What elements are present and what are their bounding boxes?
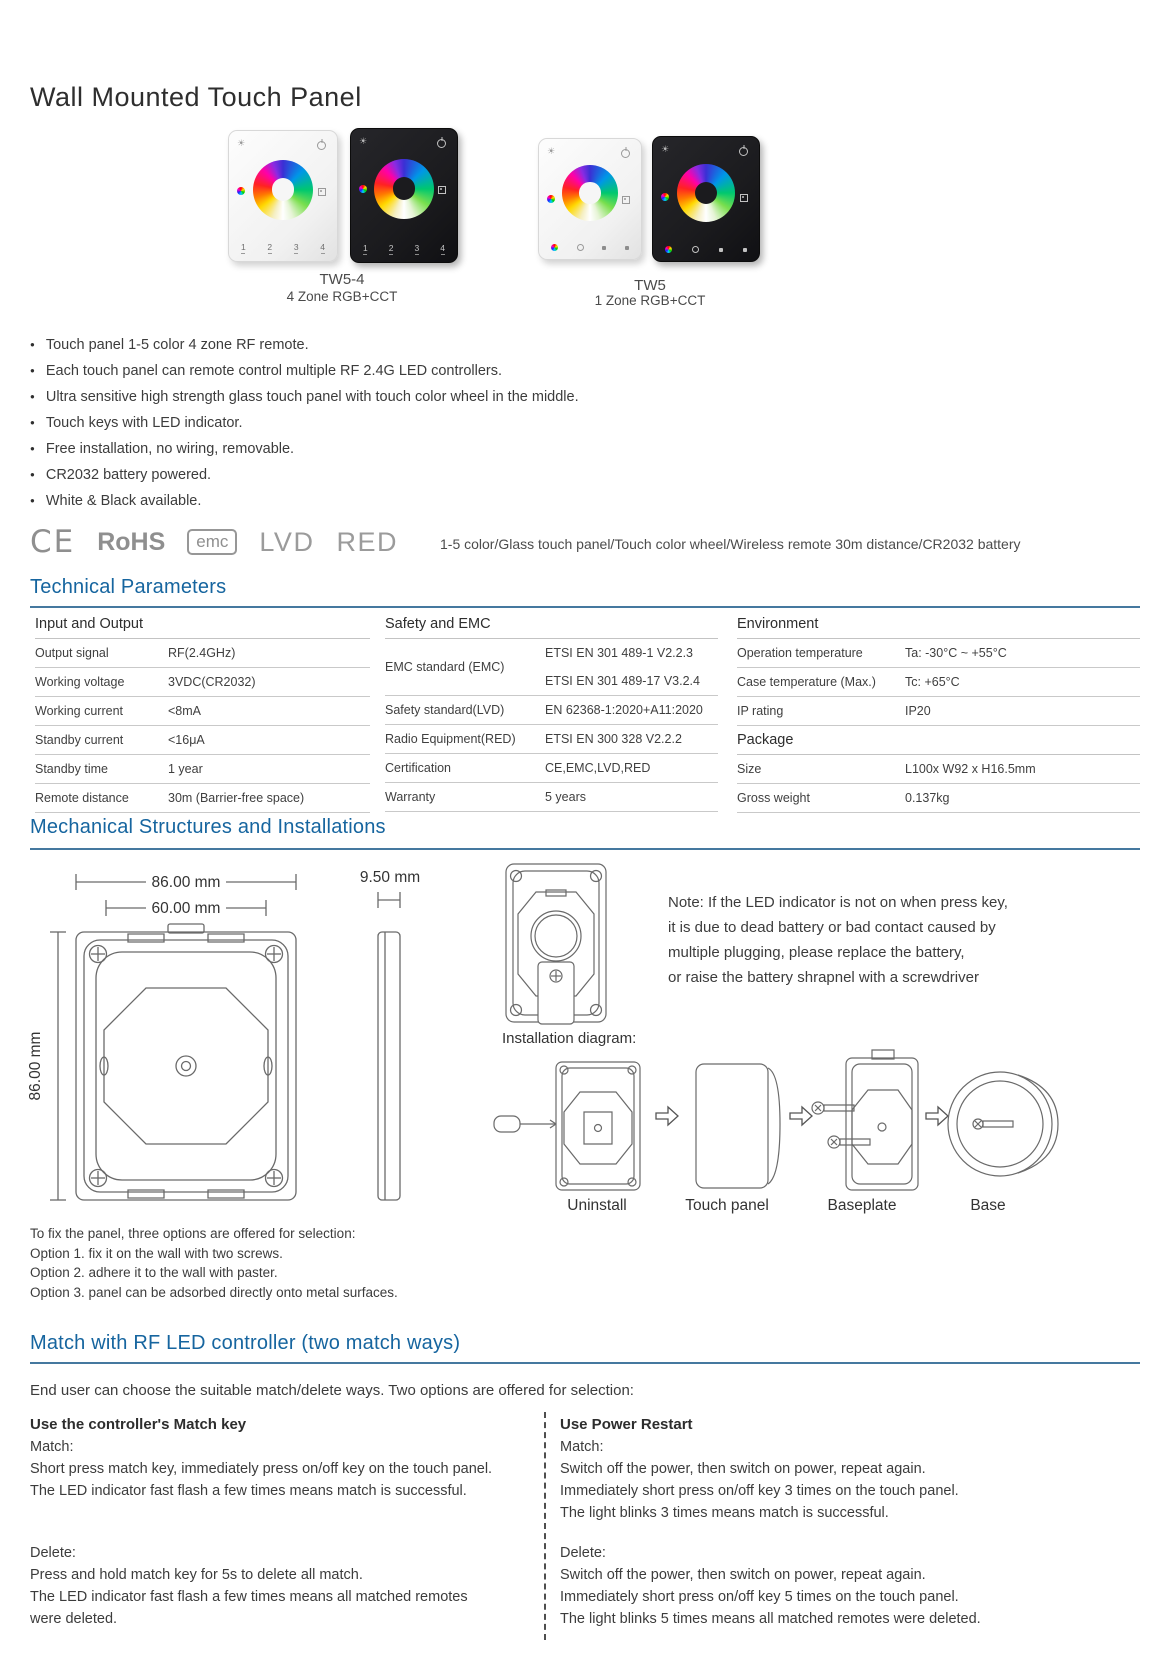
zone-key-2: 2: [267, 242, 273, 252]
zone-key-1: 1: [241, 242, 246, 252]
technical-table-safety-emc: [385, 610, 718, 812]
product-image-tw5-white: [538, 138, 642, 260]
battery-back-view-diagram: [500, 858, 612, 1030]
feature-item: ● Free installation, no wiring, removable.: [30, 436, 930, 462]
scene-key-2-icon: [743, 248, 747, 252]
dimension-width-label: 86.00 mm: [151, 874, 221, 891]
battery-note: Note: If the LED indicator is not on when press key, it is due to dead battery or bad contact caused by multiple plugging, please replace the battery, or raise the battery shrapnel with a screwdriver: [668, 894, 1008, 986]
lvd-logo: LVD: [259, 526, 315, 557]
product-model-tw5: TW5: [634, 277, 666, 294]
install-step-label: Touch panel: [685, 1197, 769, 1214]
column-divider: [544, 1412, 546, 1640]
table-group-header: Input and Output: [35, 610, 370, 639]
mode-icon: [438, 186, 446, 194]
scene-key-1-icon: [602, 246, 606, 250]
table-row: Working current <8mA: [35, 697, 370, 726]
datasheet-page: Wall Mounted Touch Panel ☀ 1 2 3 4 ☀ 1 2 3 4 TW5-4 4 Zone RGB+CCT ☀ ☀ TW5 1 Zone RGB+CCT ● Touch panel 1-5 color 4 zone RF remote. ● Each touch panel can remote control multiple RF 2.4G LED controllers. ● Ultra sensitive high strength glass touch panel with touch color wheel in the middle. ● Touch keys with LED indicator. ● Free installation, no wiring, removable. ● CR2032 battery powered. ● White & Black available. CE RoHS emc LVD RED 1-5 color/Glass touch panel/Touch color wheel/Wireless remote 30m distance/CR2032 battery Technical Parameters Input and Output Output signal RF(2.4GHz) Working voltage 3VDC(CR2032) Working current <8mA Standby current <16μA Standby time 1 year Remote distance 30m (Barrier-free space) Safety and EMC EMC standard (EMC) ETSI EN 301 489-1 V2.2.3 ETSI EN 301 489-17 V3.2.4 Safety standard(LVD) EN 62368-1:2020+A11:2020 Radio Equipment(RED) ETSI EN 300 328 V2.2.2 Certification CE,EMC,LVD,RED Warranty 5 years Environment Operation temperature Ta: -30°C ~ +55°C Case temperature (Max.) Tc: +65°C IP rating IP20 Package Size L100x W92 x H16.5mm Gross weight 0.137kg Mechanical Structures and Installations 86.00 mm 60.00 mm 86.00 mm 9.50 mm Note: If the LED indicator is not on when press key, it is due to dead battery or bad contact caused by multiple plugging, please replace the battery, or raise the battery shrapnel with a screwdriver Installation diagram: Uninstall Touch panel Baseplate Base To fix the panel, three options are offered for selection: Option 1. fix it on the wall with two screws. Option 2. adhere it to the wall with paster. Option 3. panel can be adsorbed directly onto metal surfaces. Match with RF LED controller (two match ways) End user can choose the suitable match/delete ways. Two options are offered for selection: Use the controller's Match key Match: Short press match key, immediately press on/off key on the touch panel. The LED indicator fast flash a few times means match is successful. Delete: Press and hold match key for 5s to delete all match. The LED indicator fast flash a few times means all matched remotes were deleted. Use Power Restart Match: Switch off the power, then switch on power, repeat again. Immediately short press on/off key 3 times on the touch panel. The light blinks 3 times means match is successful. Delete: Switch off the power, then switch on power, repeat again. Immediately short press on/off key 5 times on the touch panel. The light blinks 5 times means all matched remotes were deleted.: [0, 0, 1170, 1672]
install-step-touch-panel-diagram: [684, 1056, 784, 1196]
rgb-key-icon: [665, 246, 672, 253]
table-row: Gross weight 0.137kg: [737, 784, 1140, 813]
brightness-icon: ☀: [547, 147, 556, 157]
arrow-right-icon: [654, 1104, 680, 1128]
ce-mark-logo: CE: [30, 524, 76, 560]
install-step-label: Baseplate: [827, 1197, 897, 1214]
zone-key-4: 4: [320, 242, 325, 252]
zone-key-1: 1: [363, 243, 368, 253]
install-step-uninstall-diagram: [492, 1056, 650, 1196]
power-icon: [437, 139, 446, 148]
red-logo: RED: [336, 526, 398, 557]
technical-table-input-output: [35, 610, 370, 813]
table-group-header: Safety and EMC: [385, 610, 718, 639]
dimension-inner-width-label: 60.00 mm: [151, 900, 221, 917]
mode-icon: [740, 194, 748, 202]
table-row: Safety standard(LVD) EN 62368-1:2020+A11:2020: [385, 696, 718, 725]
mode-icon: [318, 188, 326, 196]
match-method-title: Use Power Restart: [560, 1416, 693, 1433]
table-row: Standby current <16μA: [35, 726, 370, 755]
product-image-tw5-4-black: [350, 128, 458, 263]
certification-logos: [30, 522, 398, 562]
table-row: Working voltage 3VDC(CR2032): [35, 668, 370, 697]
install-step-label: Base: [970, 1197, 1006, 1214]
product-subtitle-tw5-4: 4 Zone RGB+CCT: [286, 289, 398, 304]
section-rule: [30, 606, 1140, 608]
mechanical-front-view-diagram: [28, 858, 363, 1223]
table-group-header: Environment: [737, 610, 1140, 639]
table-row: Radio Equipment(RED) ETSI EN 300 328 V2.2.2: [385, 725, 718, 754]
table-row: Standby time 1 year: [35, 755, 370, 784]
section-heading-match: Match with RF LED controller (two match ways): [30, 1332, 461, 1354]
table-row: Size L100x W92 x H16.5mm: [737, 755, 1140, 784]
table-row: Remote distance 30m (Barrier-free space): [35, 784, 370, 813]
scene-key-2-icon: [625, 246, 629, 250]
section-rule: [30, 1362, 1140, 1364]
rohs-logo: RoHS: [97, 527, 166, 556]
zone-key-4: 4: [440, 243, 445, 253]
brightness-icon: ☀: [661, 145, 670, 155]
section-heading-technical: Technical Parameters: [30, 576, 227, 598]
zone-key-2: 2: [388, 243, 394, 253]
table-row: IP rating IP20: [737, 697, 1140, 726]
color-wheel: [562, 165, 618, 221]
section-rule: [30, 848, 1140, 850]
mode-icon: [622, 196, 630, 204]
white-key-icon: [577, 244, 584, 251]
feature-item: ● Touch keys with LED indicator.: [30, 410, 930, 436]
table-row: Warranty 5 years: [385, 783, 718, 812]
color-icon: [661, 193, 669, 201]
product-model-tw5-4: TW5-4: [319, 271, 365, 288]
rgb-key-icon: [551, 244, 558, 251]
color-icon: [359, 185, 367, 193]
dimension-height-label: 86.00 mm: [27, 1031, 44, 1101]
table-row: Output signal RF(2.4GHz): [35, 639, 370, 668]
color-icon: [237, 187, 245, 195]
feature-item: ● Touch panel 1-5 color 4 zone RF remote.: [30, 332, 930, 358]
match-intro: End user can choose the suitable match/delete ways. Two options are offered for selection:: [30, 1382, 634, 1399]
feature-item: ● CR2032 battery powered.: [30, 462, 930, 488]
table-row: Certification CE,EMC,LVD,RED: [385, 754, 718, 783]
fixing-options: To fix the panel, three options are offered for selection: Option 1. fix it on the wall with two screws. Option 2. adhere it to the wall with paster. Option 3. panel can be adsorbed directly onto metal surfaces.: [30, 1226, 398, 1300]
power-icon: [621, 149, 630, 158]
table-row: EMC standard (EMC) ETSI EN 301 489-1 V2.2.3 ETSI EN 301 489-17 V3.2.4: [385, 639, 718, 696]
product-image-tw5-black: [652, 136, 760, 262]
arrow-right-icon: [924, 1104, 950, 1128]
feature-item: ● Ultra sensitive high strength glass touch panel with touch color wheel in the middle.: [30, 384, 930, 410]
product-tagline: 1-5 color/Glass touch panel/Touch color wheel/Wireless remote 30m distance/CR2032 battery: [440, 536, 1021, 552]
table-group-header: Package: [737, 726, 1140, 755]
match-method-title: Use the controller's Match key: [30, 1416, 247, 1433]
zone-keys: [363, 243, 445, 255]
install-step-base-diagram: [952, 1056, 1062, 1191]
power-icon: [317, 141, 326, 150]
page-title: Wall Mounted Touch Panel: [30, 82, 362, 112]
product-subtitle-tw5: 1 Zone RGB+CCT: [594, 293, 706, 308]
feature-list: [30, 332, 930, 514]
white-key-icon: [692, 246, 699, 253]
dimension-depth-label: 9.50 mm: [359, 869, 421, 886]
install-step-baseplate-diagram: [806, 1050, 936, 1200]
section-heading-mechanical: Mechanical Structures and Installations: [30, 816, 386, 838]
color-wheel: [253, 160, 313, 220]
function-keys: [665, 246, 747, 253]
zone-keys: [241, 242, 325, 254]
color-wheel: [677, 164, 735, 222]
mechanical-side-view-diagram: [352, 858, 432, 1223]
install-step-label: Uninstall: [567, 1197, 627, 1214]
table-row: Case temperature (Max.) Tc: +65°C: [737, 668, 1140, 697]
brightness-icon: ☀: [359, 137, 368, 147]
technical-table-environment: [737, 610, 1140, 813]
scene-key-1-icon: [719, 248, 723, 252]
installation-diagram-label: Installation diagram:: [502, 1030, 637, 1047]
brightness-icon: ☀: [237, 139, 246, 149]
emc-logo: emc: [187, 529, 237, 555]
power-icon: [739, 147, 748, 156]
product-image-tw5-4-white: [228, 130, 338, 262]
feature-item: ● White & Black available.: [30, 488, 930, 514]
color-wheel: [374, 159, 434, 219]
color-icon: [547, 195, 555, 203]
function-keys: [551, 244, 629, 251]
zone-key-3: 3: [414, 243, 420, 253]
table-row: Operation temperature Ta: -30°C ~ +55°C: [737, 639, 1140, 668]
zone-key-3: 3: [293, 242, 299, 252]
feature-item: ● Each touch panel can remote control multiple RF 2.4G LED controllers.: [30, 358, 930, 384]
